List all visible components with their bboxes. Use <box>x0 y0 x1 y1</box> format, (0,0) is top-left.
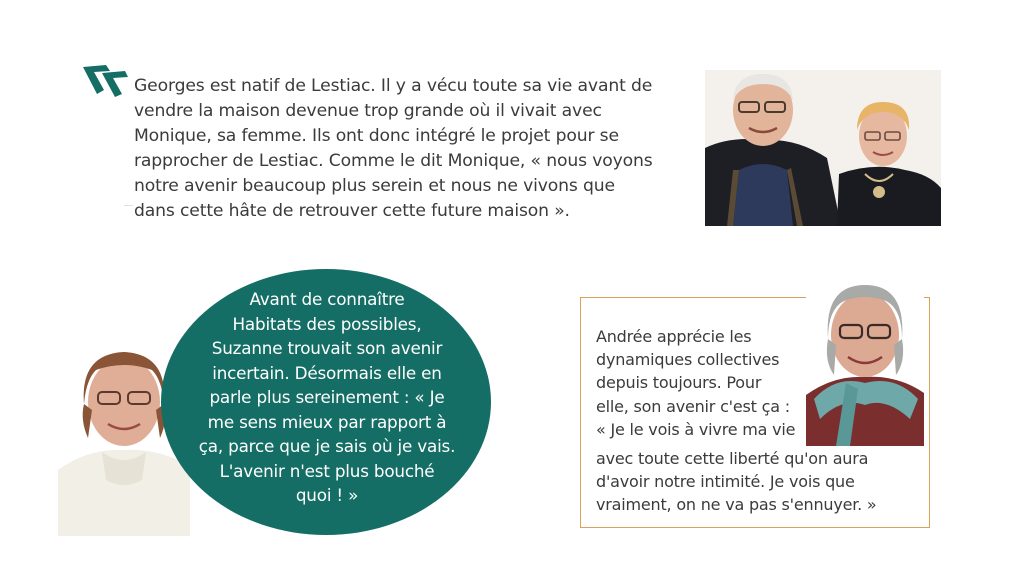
suzanne-line: quoi ! » <box>295 485 359 505</box>
suzanne-line: ça, parce que je sais où je vais. <box>198 436 456 456</box>
georges-line: Monique, sa femme. Ils ont donc intégré le projet pour se <box>134 126 619 146</box>
andree-line: elle, son avenir c'est ça : <box>596 396 790 416</box>
photo-andree <box>806 279 924 446</box>
suzanne-line: incertain. Désormais elle en <box>212 362 442 383</box>
andree-line: « Je le vois à vivre ma vie <box>596 419 796 439</box>
divider <box>124 205 133 206</box>
andree-line: Andrée apprécie les <box>596 327 752 346</box>
suzanne-testimony <box>191 287 463 508</box>
georges-line: notre avenir beaucoup plus serein et nous ne vivons que <box>134 176 615 196</box>
suzanne-line: Habitats des possibles, <box>232 313 422 334</box>
andree-testimony-top <box>596 325 808 441</box>
andree-line: d'avoir notre intimité. Je vois que <box>596 472 855 492</box>
andree-line: avec toute cette liberté qu'on aura <box>596 449 869 468</box>
andree-line: vraiment, on ne va pas s'ennuyer. » <box>596 495 877 515</box>
georges-line: Georges est natif de Lestiac. Il y a vécu toute sa vie avant de <box>134 76 653 96</box>
andree-testimony-bottom <box>596 447 916 517</box>
georges-line: rapprocher de Lestiac. Comme le dit Monique, « nous voyons <box>134 151 653 171</box>
suzanne-line: Avant de connaître <box>249 289 405 309</box>
georges-line: vendre la maison devenue trop grande où il vivait avec <box>134 101 602 121</box>
suzanne-line: Suzanne trouvait son avenir <box>211 338 443 358</box>
suzanne-line: L'avenir n'est plus bouché <box>219 460 435 481</box>
suzanne-line: parle plus sereinement : « Je <box>209 387 445 407</box>
suzanne-line: me sens mieux par rapport à <box>207 411 447 432</box>
georges-testimony <box>134 74 674 224</box>
andree-line: dynamiques collectives <box>596 350 780 370</box>
quote-mark-icon <box>82 64 128 98</box>
andree-line: depuis toujours. Pour <box>596 373 762 393</box>
georges-line: dans cette hâte de retrouver cette future maison ». <box>134 201 570 221</box>
photo-georges-monique <box>705 70 941 226</box>
